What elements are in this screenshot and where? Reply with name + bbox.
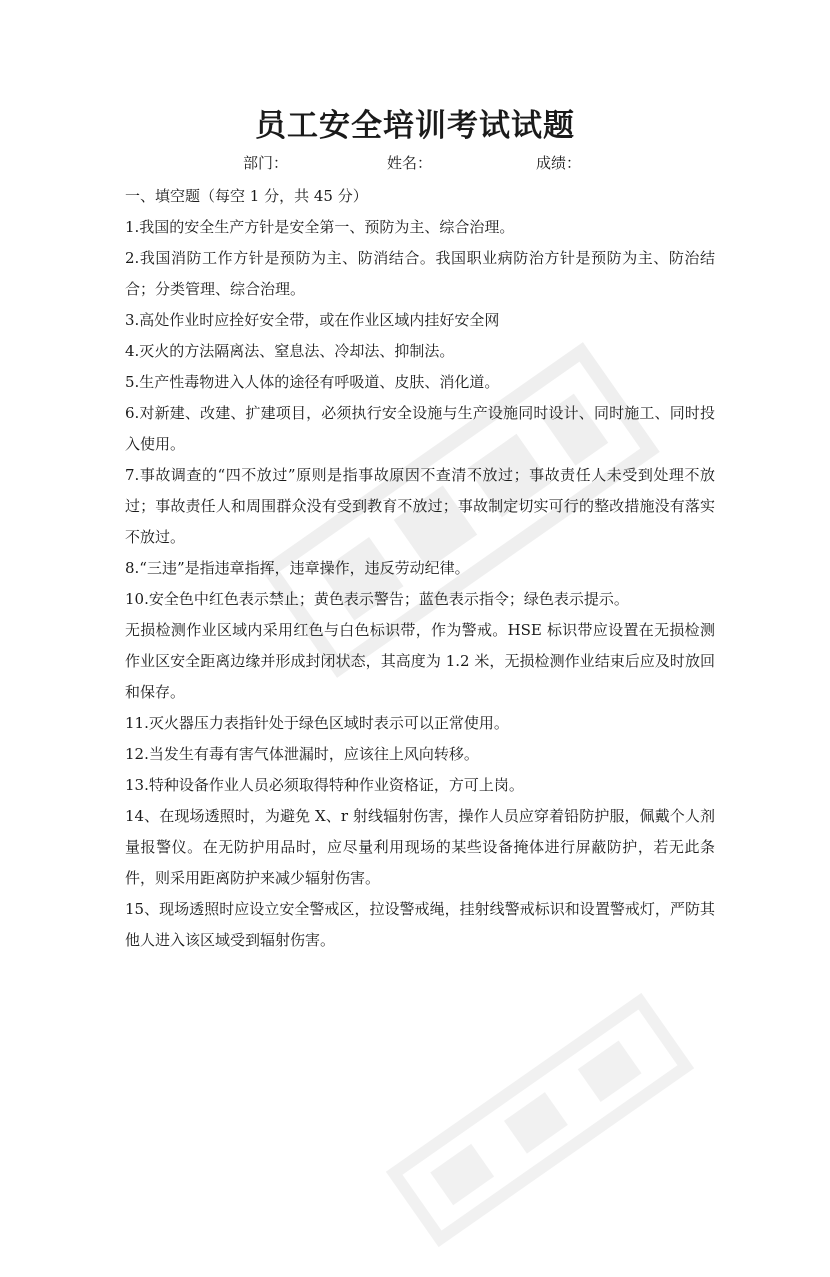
question-item: 1.我国的安全生产方针是安全第一、预防为主、综合治理。 <box>125 218 515 236</box>
question-item: 无损检测作业区域内采用红色与白色标识带，作为警戒。HSE 标识带应设置在无损检测作业区安全距离边缘并形成封闭状态，其高度为 1.2 米，无损检测作业结束后应及时放回和保存。 <box>125 621 715 701</box>
question-item: 8.“三违”是指违章指挥，违章操作，违反劳动纪律。 <box>125 559 470 577</box>
section-heading: 一、填空题（每空 1 分，共 45 分） <box>125 187 368 205</box>
question-item: 2.我国消防工作方针是预防为主、防消结合。我国职业病防治方针是预防为主、防治结合；分类管理、综合治理。 <box>125 249 715 298</box>
question-item: 15、现场透照时应设立安全警戒区，拉设警戒绳，挂射线警戒标识和设置警戒灯，严防其他人进入该区域受到辐射伤害。 <box>125 900 715 949</box>
name-label: 姓名： <box>387 154 433 172</box>
question-item: 10.安全色中红色表示禁止；黄色表示警告；蓝色表示指令；绿色表示提示。 <box>125 590 629 608</box>
question-item: 14、在现场透照时，为避免 X、r 射线辐射伤害，操作人员应穿着铅防护服，佩戴个人剂量报警仪。在无防护用品时，应尽量利用现场的某些设备掩体进行屏蔽防护，若无此条件，则采用距离防护来减少辐射伤害。 <box>125 807 715 887</box>
page-title: 员工安全培训考试试题 <box>255 108 575 144</box>
question-item: 11.灭火器压力表指针处于绿色区域时表示可以正常使用。 <box>125 714 509 732</box>
exam-meta-row <box>0 152 830 174</box>
question-item: 13.特种设备作业人员必须取得特种作业资格证，方可上岗。 <box>125 776 524 794</box>
question-item: 6.对新建、改建、扩建项目，必须执行安全设施与生产设施同时设计、同时施工、同时投入使用。 <box>125 404 715 453</box>
exam-content <box>125 181 715 956</box>
watermark-graphic-bottom <box>363 963 717 1277</box>
question-item: 4.灭火的方法隔离法、窒息法、冷却法、抑制法。 <box>125 342 455 360</box>
question-item: 7.事故调查的“四不放过”原则是指事故原因不查清不放过；事故责任人未受到处理不放过；事故责任人和周围群众没有受到教育不放过；事故制定切实可行的整改措施没有落实不放过。 <box>125 466 715 546</box>
department-label: 部门： <box>243 154 289 172</box>
question-item: 3.高处作业时应拴好安全带，或在作业区域内挂好安全网 <box>125 311 500 329</box>
question-item: 5.生产性毒物进入人体的途径有呼吸道、皮肤、消化道。 <box>125 373 500 391</box>
question-item: 12.当发生有毒有害气体泄漏时，应该往上风向转移。 <box>125 745 479 763</box>
score-label: 成绩： <box>536 154 582 172</box>
